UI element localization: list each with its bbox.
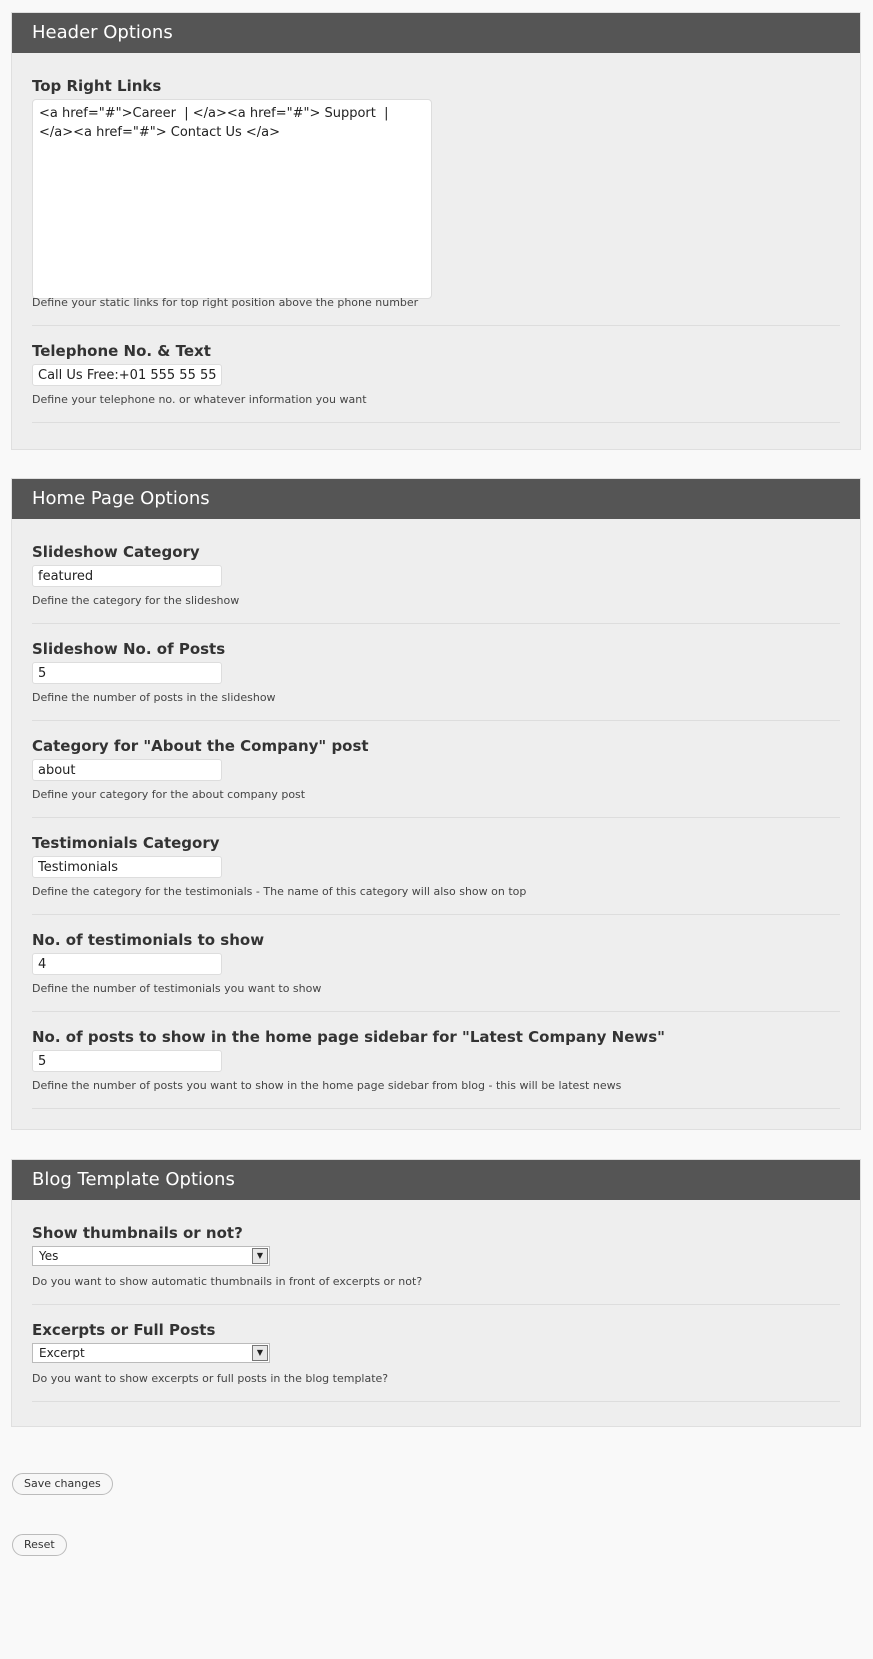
thumbnails-description: Do you want to show automatic thumbnails in front of excerpts or not? — [32, 1275, 423, 1288]
chevron-down-icon[interactable]: ▼ — [252, 1345, 268, 1361]
home-page-options-section — [11, 478, 861, 1130]
news-posts-input[interactable] — [32, 1050, 222, 1072]
about-category-input[interactable] — [32, 759, 222, 781]
blog-template-options-section — [11, 1159, 861, 1427]
option-testimonials-category — [32, 818, 840, 915]
chevron-down-icon[interactable]: ▼ — [252, 1248, 268, 1264]
testimonials-count-label: No. of testimonials to show — [32, 931, 265, 949]
slideshow-posts-description: Define the number of posts in the slideshow — [32, 691, 276, 704]
testimonials-count-description: Define the number of testimonials you want to show — [32, 982, 322, 995]
option-news-posts — [32, 1012, 840, 1109]
slideshow-category-input[interactable] — [32, 565, 222, 587]
top-right-links-description: Define your static links for top right position above the phone number — [32, 296, 419, 309]
blog-template-options-title: Blog Template Options — [12, 1160, 860, 1200]
option-telephone — [32, 326, 840, 423]
option-excerpts — [32, 1305, 840, 1402]
thumbnails-select-value: Yes — [39, 1249, 59, 1263]
option-about-category — [32, 721, 840, 818]
testimonials-category-description: Define the category for the testimonials - The name of this category will also show on top — [32, 885, 527, 898]
option-top-right-links — [32, 53, 840, 326]
header-options-title: Header Options — [12, 13, 860, 53]
option-thumbnails — [32, 1200, 840, 1305]
slideshow-category-label: Slideshow Category — [32, 543, 200, 561]
save-changes-button[interactable]: Save changes — [12, 1473, 113, 1495]
excerpts-select[interactable] — [32, 1343, 270, 1363]
news-posts-description: Define the number of posts you want to show in the home page sidebar from blog - this will be latest news — [32, 1079, 622, 1092]
thumbnails-select[interactable] — [32, 1246, 270, 1266]
header-options-section — [11, 12, 861, 450]
top-right-links-label: Top Right Links — [32, 77, 162, 95]
home-page-options-title: Home Page Options — [12, 479, 860, 519]
about-category-label: Category for "About the Company" post — [32, 737, 369, 755]
testimonials-category-label: Testimonials Category — [32, 834, 220, 852]
option-slideshow-category — [32, 519, 840, 624]
excerpts-select-value: Excerpt — [39, 1346, 85, 1360]
testimonials-count-input[interactable] — [32, 953, 222, 975]
slideshow-posts-label: Slideshow No. of Posts — [32, 640, 226, 658]
news-posts-label: No. of posts to show in the home page sidebar for "Latest Company News" — [32, 1028, 665, 1046]
telephone-input[interactable] — [32, 364, 222, 386]
about-category-description: Define your category for the about company post — [32, 788, 306, 801]
reset-button[interactable]: Reset — [12, 1534, 67, 1556]
option-slideshow-posts — [32, 624, 840, 721]
excerpts-description: Do you want to show excerpts or full posts in the blog template? — [32, 1372, 389, 1385]
option-testimonials-count — [32, 915, 840, 1012]
slideshow-posts-input[interactable] — [32, 662, 222, 684]
telephone-description: Define your telephone no. or whatever information you want — [32, 393, 367, 406]
testimonials-category-input[interactable] — [32, 856, 222, 878]
top-right-links-textarea[interactable] — [32, 99, 432, 299]
thumbnails-label: Show thumbnails or not? — [32, 1224, 243, 1242]
slideshow-category-description: Define the category for the slideshow — [32, 594, 240, 607]
telephone-label: Telephone No. & Text — [32, 342, 211, 360]
excerpts-label: Excerpts or Full Posts — [32, 1321, 216, 1339]
